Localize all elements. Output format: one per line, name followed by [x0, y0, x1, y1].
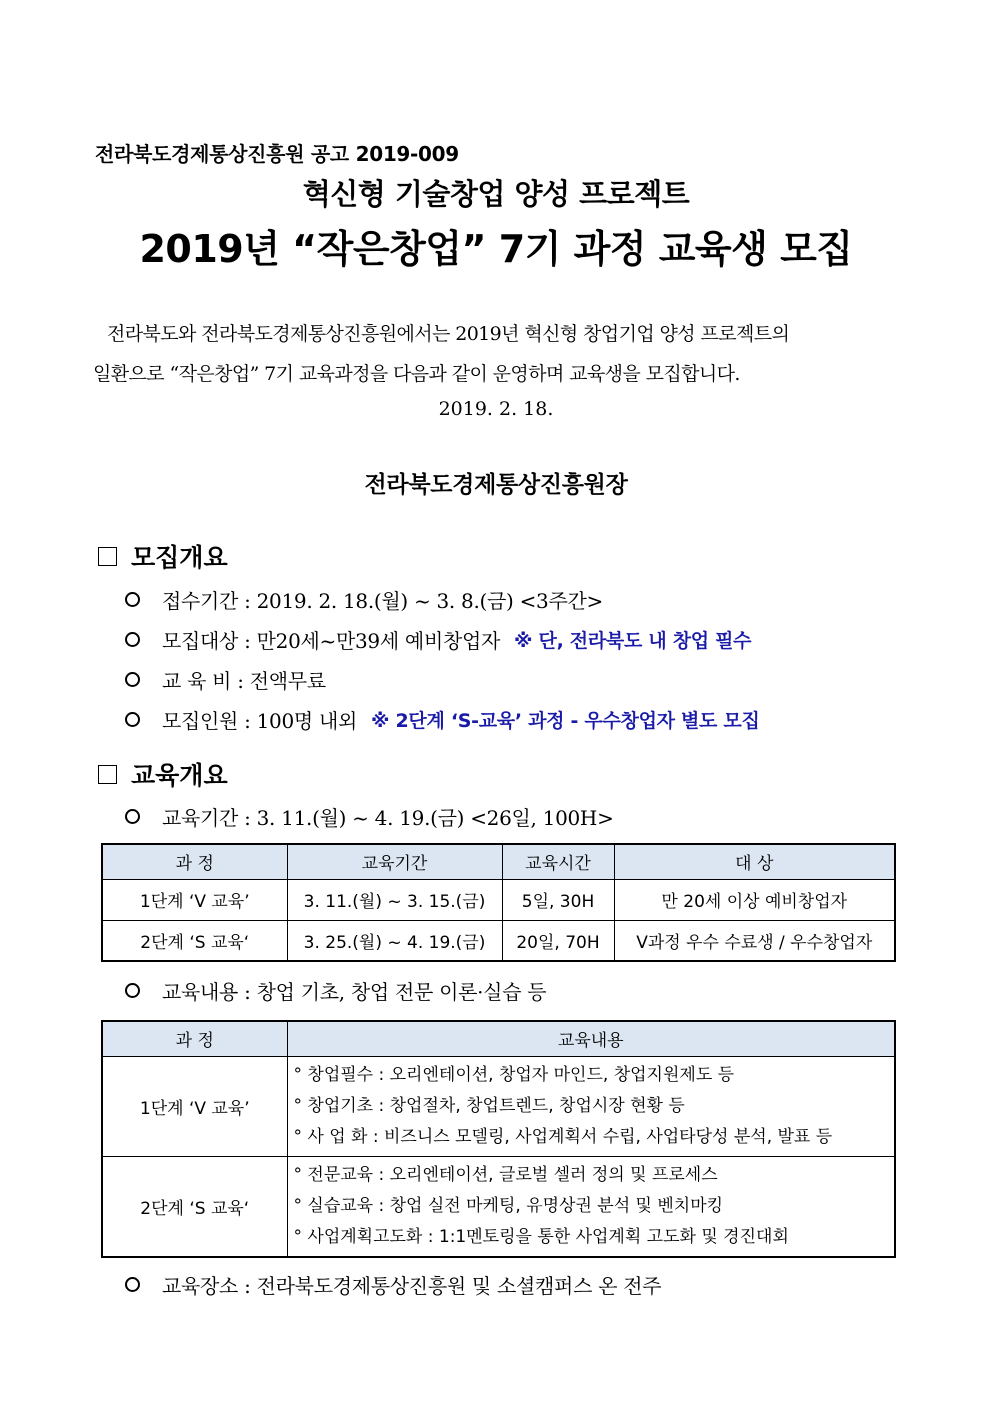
circle-bullet-icon	[125, 632, 140, 647]
recruit-item-note: ※ 단, 전라북도 내 창업 필수	[514, 630, 752, 652]
intro-paragraph	[93, 314, 903, 394]
section-education-title: 교육개요	[131, 761, 228, 790]
intro-line-1: 전라북도와 전라북도경제통상진흥원에서는 2019년 혁신형 창업기업 양성 프로젝트의	[107, 323, 790, 345]
content-item: ° 사 업 화 : 비즈니스 모델링, 사업계획서 수립, 사업타당성 분석, 발표 등	[293, 1126, 833, 1147]
table-header-cell: 교육기간	[287, 844, 502, 879]
recruit-item-text: 모집대상 : 만20세~만39세 예비창업자	[162, 629, 501, 653]
table-row	[102, 920, 895, 961]
checkbox-icon	[98, 765, 117, 784]
table-cell: 20일, 70H	[502, 920, 614, 961]
checkbox-icon	[98, 547, 117, 566]
education-period-text: 교육기간 : 3. 11.(월) ~ 4. 19.(금) <26일, 100H>	[162, 806, 614, 830]
education-place-text: 교육장소 : 전라북도경제통상진흥원 및 소셜캠퍼스 온 전주	[162, 1274, 662, 1298]
page-subtitle: 혁신형 기술창업 양성 프로젝트	[302, 177, 690, 211]
table-cell: V과정 우수 수료생 / 우수창업자	[614, 920, 895, 961]
table-header-cell: 교육시간	[502, 844, 614, 879]
circle-bullet-icon	[125, 592, 140, 607]
schedule-table	[101, 843, 896, 962]
section-education-heading	[98, 756, 228, 792]
content-item: ° 실습교육 : 창업 실전 마케팅, 유명상권 분석 및 벤치마킹	[293, 1195, 724, 1216]
recruit-item	[125, 625, 751, 654]
recruit-item	[125, 585, 603, 614]
content-item: ° 창업기초 : 창업절차, 창업트렌드, 창업시장 현황 등	[293, 1095, 685, 1116]
education-content	[125, 976, 546, 1005]
circle-bullet-icon	[125, 712, 140, 727]
table-cell: 1단계 ‘V 교육’	[102, 1056, 287, 1156]
circle-bullet-icon	[125, 672, 140, 687]
table-cell: 만 20세 이상 예비창업자	[614, 879, 895, 920]
table-row	[102, 1056, 895, 1156]
recruit-item	[125, 665, 326, 694]
table-cell: 3. 25.(월) ~ 4. 19.(금)	[287, 920, 502, 961]
table-header-cell: 과 정	[102, 1021, 287, 1056]
recruit-item-note: ※ 2단계 ‘S-교육’ 과정 - 우수창업자 별도 모집	[371, 710, 760, 732]
education-period	[125, 802, 614, 831]
circle-bullet-icon	[125, 983, 140, 998]
table-cell: 1단계 ‘V 교육’	[102, 879, 287, 920]
education-content-text: 교육내용 : 창업 기초, 창업 전문 이론·실습 등	[162, 980, 547, 1004]
table-header-cell: 과 정	[102, 844, 287, 879]
table-header-row	[102, 1021, 895, 1056]
table-header-cell: 대 상	[614, 844, 895, 879]
notice-number: 전라북도경제통상진흥원 공고 2019-009	[95, 142, 459, 166]
education-place	[125, 1270, 661, 1299]
section-recruit-title: 모집개요	[131, 543, 228, 572]
recruit-item-text: 접수기간 : 2019. 2. 18.(월) ~ 3. 8.(금) <3주간>	[162, 589, 603, 613]
table-cell: 5일, 30H	[502, 879, 614, 920]
table-header-cell: 교육내용	[287, 1021, 895, 1056]
table-cell	[287, 1056, 895, 1156]
recruit-item-text: 모집인원 : 100명 내외	[162, 709, 358, 733]
table-row	[102, 879, 895, 920]
table-cell: 3. 11.(월) ~ 3. 15.(금)	[287, 879, 502, 920]
circle-bullet-icon	[125, 1277, 140, 1292]
circle-bullet-icon	[125, 809, 140, 824]
intro-line-2: 일환으로 “작은창업” 7기 교육과정을 다음과 같이 운영하며 교육생을 모집합니다.	[93, 363, 740, 385]
table-cell: 2단계 ‘S 교육‘	[102, 920, 287, 961]
content-table	[101, 1020, 896, 1258]
notice-date: 2019. 2. 18.	[438, 398, 554, 420]
content-item: ° 사업계획고도화 : 1:1멘토링을 통한 사업계획 고도화 및 경진대회	[293, 1226, 789, 1247]
table-row	[102, 1156, 895, 1257]
table-header-row	[102, 844, 895, 879]
content-item: ° 전문교육 : 오리엔테이션, 글로벌 셀러 정의 및 프로세스	[293, 1164, 718, 1185]
section-recruit-heading	[98, 538, 228, 574]
table-cell	[287, 1156, 895, 1257]
content-item: ° 창업필수 : 오리엔테이션, 창업자 마인드, 창업지원제도 등	[293, 1064, 735, 1085]
signer: 전라북도경제통상진흥원장	[364, 472, 628, 498]
recruit-item	[125, 705, 760, 734]
table-cell: 2단계 ‘S 교육‘	[102, 1156, 287, 1257]
recruit-item-text: 교 육 비 : 전액무료	[162, 669, 326, 693]
page-title: 2019년 “작은창업” 7기 과정 교육생 모집	[139, 227, 853, 271]
